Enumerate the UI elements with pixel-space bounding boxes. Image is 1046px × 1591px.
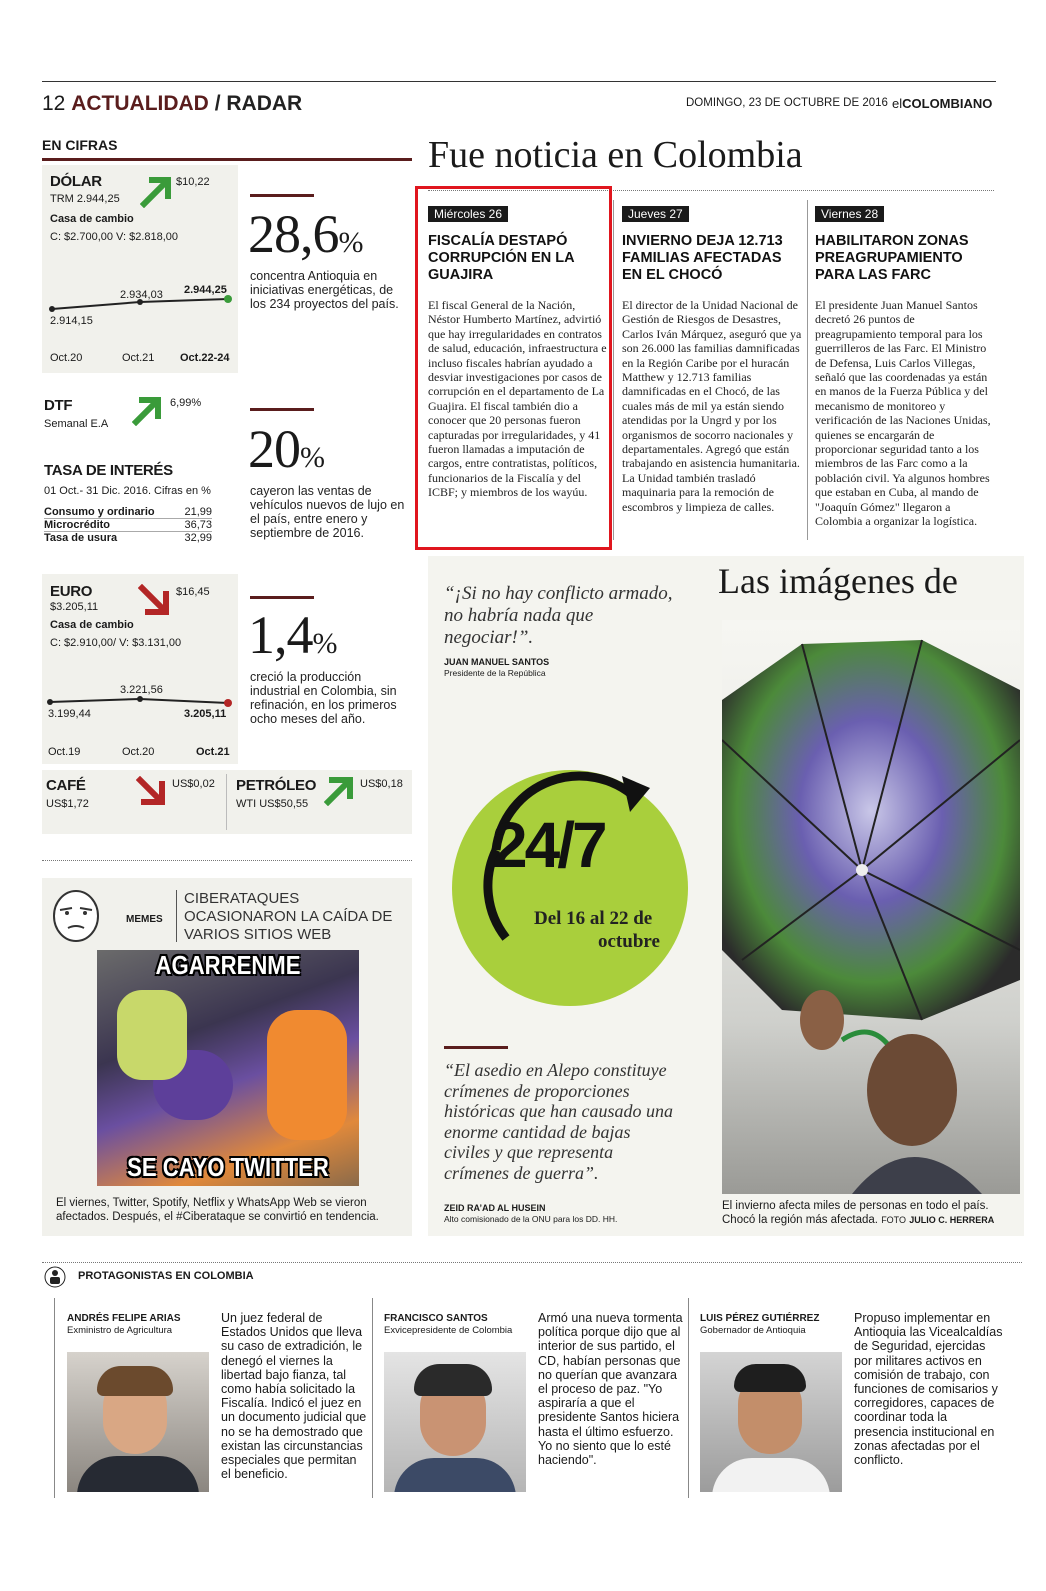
divider [42, 1262, 1022, 1263]
euro-casa-label: Casa de cambio [50, 619, 134, 631]
tasa-row-value: 21,99 [184, 506, 212, 518]
images-credit-label: FOTO [881, 1215, 907, 1225]
tasa-label: TASA DE INTERÉS [44, 462, 173, 479]
protagonistas-title: PROTAGONISTAS EN COLOMBIA [78, 1270, 254, 1282]
memes-headline: CIBERATAQUES OCASIONARON LA CAÍDA DE VARIOS SITIOS WEB [184, 890, 393, 943]
person-role: Exvicepresidente de Colombia [384, 1325, 513, 1336]
page-number: 12 [42, 92, 66, 115]
person-photo [67, 1352, 209, 1492]
story-body: El director de la Unidad Nacional de Gestión de Riesgos de Desastres, Carlos Iván Márquez, aseguró que ya son 26.000 las familias damnificadas en la Región Caribe por el huracán Matthew y 12.713 familias damnificadas en el Chocó, de las cuales más de mil ya están siendo atendidas por la Ungrd y por los organismos de socorro nacionales y departamentales. Agregó que están trabajando en asistencia humanitaria. La Unidad también trasladó maquinaria para la remoción de escombros y limpieza de calles. [622, 298, 802, 514]
dolar-chart-date: Oct.21 [122, 352, 155, 364]
euro-chart-date: Oct.20 [122, 746, 155, 758]
euro-chart-label: 3.199,44 [48, 708, 91, 720]
stat-number [248, 203, 363, 265]
images-title: Las imágenes de [718, 561, 958, 601]
arrow-up-icon [140, 172, 176, 208]
person-photo [384, 1352, 526, 1492]
divider [42, 860, 412, 861]
column-rule [807, 200, 808, 540]
person-role: Gobernador de Antioquia [700, 1325, 806, 1336]
top-rule [42, 81, 996, 82]
meme-top-text: AGARRENME [155, 950, 301, 980]
stat-rule [250, 194, 314, 197]
story-body: El presidente Juan Manuel Santos decretó 26 puntos de preagrupamiento temporal para los guerrilleros de las Farc. El Ministro de Defensa, Luis Carlos Villegas, señaló que las coordenadas ya están en manos de la Fuerza Pública y del mecanismo de monitoreo y verificación de las Naciones Unidas, quienes se encargarán de proporcionar seguridad tanto a los miembros de las Farc como a la población civil. Ya algunos hombres que estaban en Cuba, al mando de "Joaquín Gómez" llegaron a Colombia a organizar la logística. [815, 298, 991, 529]
tasa-period: 01 Oct.- 31 Dic. 2016. Cifras en % [44, 485, 211, 497]
person-text: Un juez federal de Estados Unidos que lleva su caso de extradición, le denegó el viernes la libertad bajo fianza, tal como había solicitado la Fiscalía. Indicó el juez en un documento judicial que no se ha demostrado que existan las circunstancias especiales que permitan el beneficio. [221, 1311, 367, 1482]
badge-main: 24/7 [492, 809, 605, 881]
images-caption: El invierno afecta miles de personas en todo el país. Chocó la región más afectada. [722, 1200, 989, 1226]
quote-text: “¡Si no hay conflicto armado, no habría nada que negociar!”. [444, 583, 673, 648]
table-row [44, 519, 212, 532]
stat-unit: % [338, 226, 363, 259]
euro-chart-date: Oct.19 [48, 746, 81, 758]
dolar-label: DÓLAR [50, 173, 102, 190]
quote-rule [444, 1046, 508, 1049]
brand-prefix: el [892, 96, 903, 111]
person-name: ANDRÉS FELIPE ARIAS [67, 1313, 181, 1324]
stat-number [248, 418, 324, 480]
badge-sub-line2: octubre [598, 931, 660, 952]
person-photo [700, 1352, 842, 1492]
dolar-point [224, 295, 232, 303]
dolar-chart-date: Oct.22-24 [180, 352, 230, 364]
memes-caption: El viernes, Twitter, Spotify, Netflix y WhatsApp Web se vieron afectados. Después, el #Ciberataque se convirtió en tendencia. [56, 1197, 379, 1223]
umbrella-graphic [722, 620, 1020, 1194]
memes-divider [176, 890, 177, 942]
tasa-row-value: 36,73 [184, 519, 212, 531]
meme-face-icon [48, 888, 104, 944]
cafe-label: CAFÉ [46, 777, 86, 794]
brand-name: COLOMBIANO [902, 96, 993, 111]
stat-unit: % [312, 627, 337, 660]
person-hair [97, 1366, 173, 1396]
stat-text: cayeron las ventas de vehículos nuevos de lujo en el país, entre enero y septiembre de 2016. [250, 484, 405, 540]
meme-figure [267, 1010, 347, 1140]
person-role: Exministro de Agricultura [67, 1325, 173, 1336]
person-hair [414, 1364, 492, 1396]
petroleo-price: WTI US$50,55 [236, 798, 309, 810]
cafe-price: US$1,72 [46, 798, 89, 810]
quote-role: Presidente de la República [444, 668, 546, 678]
story-day-label: Viernes 28 [815, 206, 884, 222]
euro-point [137, 696, 143, 702]
stat-number [248, 604, 337, 666]
euro-chart-date: Oct.21 [196, 746, 230, 758]
stat-text: creció la producción industrial en Colombia, sin refinación, en los primeros ocho meses del año. [250, 670, 397, 726]
arrow-up-icon [132, 394, 168, 426]
highlight-box [415, 186, 612, 550]
quote-author: ZEID RA’AD AL HUSEIN [444, 1203, 546, 1213]
person-icon [44, 1266, 66, 1288]
euro-casa-values: C: $2.910,00/ V: $3.131,00 [50, 637, 182, 649]
brand-logo [892, 96, 992, 111]
quote-author: JUAN MANUEL SANTOS [444, 657, 550, 667]
column-rule [54, 1298, 55, 1498]
meme-bottom-text: SE CAYO TWITTER [127, 1152, 329, 1182]
story-headline: FISCALÍA DESTAPÓ CORRUPCIÓN EN LA GUAJIRA [428, 233, 575, 283]
cafe-change: US$0,02 [172, 778, 215, 790]
commodities-divider [226, 774, 227, 830]
stat-unit: % [300, 441, 324, 474]
memes-tag: MEMES [126, 914, 163, 925]
meme-image [97, 950, 359, 1186]
tasa-row-name: Consumo y ordinario [44, 506, 155, 518]
stat-rule [250, 596, 314, 599]
arrow-down-icon [138, 584, 174, 618]
dtf-sub: Semanal E.A [44, 418, 109, 430]
dolar-casa-label: Casa de cambio [50, 213, 134, 225]
section-name: ACTUALIDAD [71, 92, 209, 115]
arrow-up-icon [324, 774, 358, 806]
page-header [42, 92, 302, 116]
person-shirt [712, 1458, 830, 1492]
tasa-row-name: Microcrédito [44, 519, 111, 531]
column-rule [372, 1298, 373, 1498]
person-name: LUIS PÉREZ GUTIÉRREZ [700, 1313, 820, 1324]
badge-24-7 [436, 758, 706, 1018]
tasa-row-value: 32,99 [184, 532, 212, 544]
column-rule [688, 1298, 689, 1498]
issue-date: DOMINGO, 23 DE OCTUBRE DE 2016 [686, 97, 888, 109]
stat-text: concentra Antioquia en iniciativas energéticas, de los 234 proyectos del país. [250, 269, 399, 311]
petroleo-label: PETRÓLEO [236, 777, 317, 794]
stat-value: 28,6 [248, 204, 339, 264]
tasa-row-name: Tasa de usura [44, 532, 118, 544]
dolar-change: $10,22 [176, 176, 210, 188]
column-rule [613, 200, 614, 540]
cifras-title: EN CIFRAS [42, 137, 118, 153]
stat-value: 1,4 [248, 605, 313, 665]
story-day-label: Miércoles 26 [428, 206, 508, 222]
euro-chart-label: 3.221,56 [120, 684, 163, 696]
dolar-chart-date: Oct.20 [50, 352, 83, 364]
person-name: FRANCISCO SANTOS [384, 1313, 488, 1324]
person-suit [77, 1456, 199, 1492]
stat-value: 20 [248, 419, 300, 479]
photo-umbrella [722, 620, 1020, 1194]
stat-rule [250, 408, 314, 411]
dolar-chart-label: 2.914,15 [50, 315, 93, 327]
euro-point [47, 699, 53, 705]
images-credit: JULIO C. HERRERA [909, 1215, 995, 1225]
dtf-change: 6,99% [170, 397, 202, 409]
quote-text: “El asedio en Alepo constituye crímenes de proporciones históricas que han causado una enorme cantidad de bajas civiles y que representa crímenes de guerra”. [444, 1060, 673, 1183]
story-day-label: Jueves 27 [622, 206, 689, 222]
subsection-name: RADAR [226, 92, 303, 115]
euro-label: EURO [50, 583, 93, 600]
person-hair [734, 1364, 806, 1392]
images-caption-block [722, 1199, 1018, 1227]
euro-point [224, 699, 232, 707]
section-separator: / [214, 92, 221, 115]
dolar-point [49, 306, 55, 312]
petroleo-change: US$0,18 [360, 778, 403, 790]
story-body: El fiscal General de la Nación, Néstor Humberto Martínez, advirtió que hay irregularidades en contratos de salud, educación, infraestructura e incluso fiscales habrían ayudado a desviar investigaciones por casos de corrupción en el departamento de La Guajira. El fiscal también dio a conocer que 20 personas fueron capturadas por irregularidades, y 41 fueron llamadas a imputación de cargos, entre contratistas, políticos, funcionarios de la Fiscalía y del ICBF; y miembros de los wayúu. [428, 298, 607, 500]
person-text: Armó una nueva tormenta política porque dijo que al interior de sus partido, el CD, habían personas que no querían que avanzara el proceso de paz. "Yo aspiraría a que el presidente Santos hiciera hasta el último esfuerzo. Yo no siento que lo esté haciendo". [538, 1311, 683, 1468]
euro-price: $3.205,11 [50, 601, 99, 613]
euro-chart-label: 3.205,11 [184, 708, 227, 720]
dolar-chart-label: 2.934,03 [120, 289, 163, 301]
dtf-label: DTF [44, 397, 73, 414]
dolar-trm: TRM 2.944,25 [50, 193, 120, 205]
table-row [44, 532, 212, 544]
euro-change: $16,45 [176, 586, 210, 598]
badge-sub-line1: Del 16 al 22 de [534, 908, 653, 929]
table-row [44, 506, 212, 519]
person-text: Propuso implementar en Antioquia las Vicealcaldías de Seguridad, ejercidas por militares activos en comisión de trabajo, con funciones de comisarios y corregidores, capaces de coordinar toda la presencia institucional en zonas afectadas por el conflicto. [854, 1311, 1003, 1468]
cifras-rule [42, 158, 412, 161]
story-headline: HABILITARON ZONAS PREAGRUPAMIENTO PARA LAS FARC [815, 233, 969, 283]
quote-role: Alto comisionado de la ONU para los DD. HH. [444, 1214, 618, 1224]
person-suit [394, 1458, 516, 1492]
meme-figure [117, 990, 187, 1080]
tasa-table [44, 506, 212, 544]
news-title: Fue noticia en Colombia [428, 134, 803, 176]
story-headline: INVIERNO DEJA 12.713 FAMILIAS AFECTADAS EN EL CHOCÓ [622, 233, 783, 283]
dolar-casa-values: C: $2.700,00 V: $2.818,00 [50, 231, 179, 243]
arrow-down-icon [136, 776, 170, 808]
dolar-chart-label: 2.944,25 [184, 284, 227, 296]
